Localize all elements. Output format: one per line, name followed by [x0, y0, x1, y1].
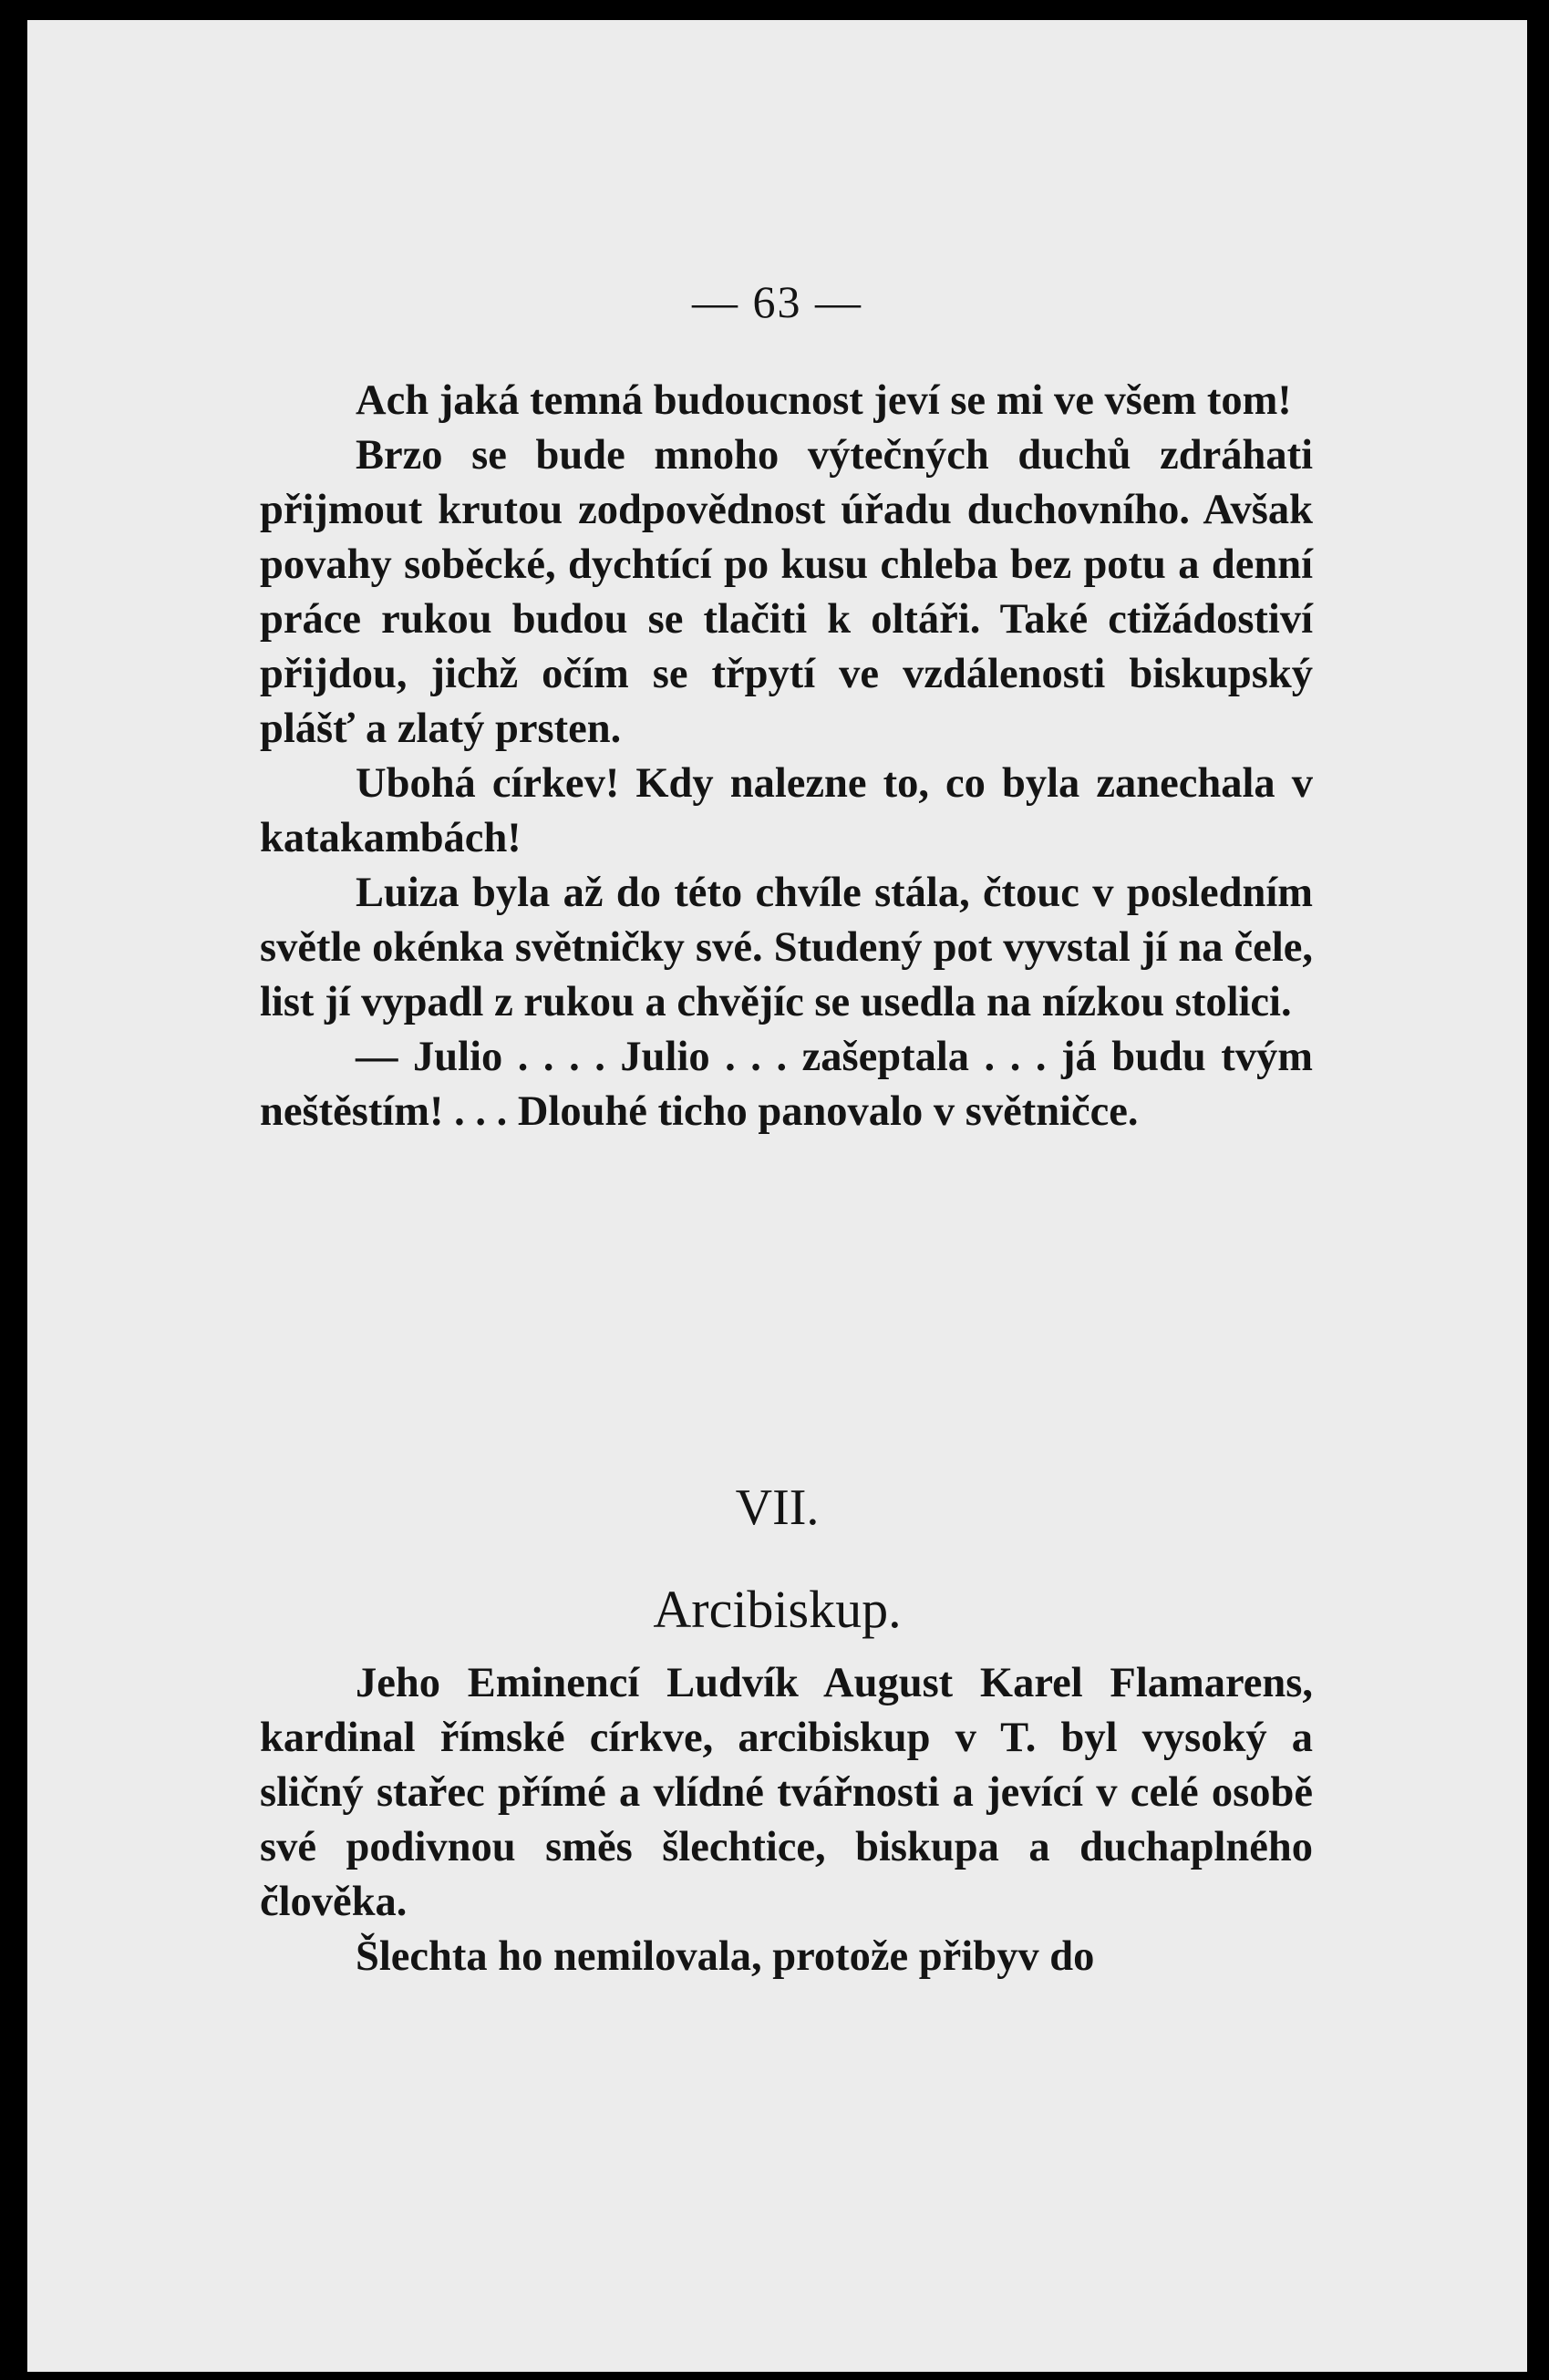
book-page [27, 20, 1527, 2372]
paragraph: Luiza byla až do této chvíle stála, čtouc v posledním světle okénka světničky své. Studený pot vyvstal jí na čele, list jí vypadl z rukou a chvějíc se usedla na nízkou stolici. [260, 870, 1313, 1025]
paragraph: Brzo se bude mnoho výtečných duchů zdráhati přijmout krutou zodpovědnost úřadu duchovního. Avšak povahy soběcké, dychtící po kusu chleba bez potu a denní práce rukou budou se tlačiti k oltáři. Také ctižádostiví přijdou, jichž očím se třpytí ve vzdálenosti biskupský plášť a zlatý prsten. [260, 432, 1313, 752]
paragraph: Ubohá církev! Kdy nalezne to, co byla zanechala v katakambách! [260, 760, 1313, 861]
chapter-title: Arcibiskup. [653, 1580, 902, 1639]
paragraph: Jeho Eminencí Ludvík August Karel Flamarens, kardinal římské církve, arcibiskup v T. byl vysoký a sličný stařec přímé a vlídné tvářnosti a jevící v celé osobě své podivnou směs šlechtice, biskupa a duchaplného člověka. [260, 1660, 1313, 1925]
chapter-number: VII. [735, 1479, 820, 1536]
text-section-2 [260, 1656, 1313, 1984]
paragraph: Ach jaká temná budoucnost jeví se mi ve všem tom! [356, 377, 1292, 424]
paragraph: Šlechta ho nemilovala, protože přibyv do [356, 1933, 1095, 1980]
paragraph: — Julio . . . . Julio . . . zašeptala . . . já budu tvým neštěstím! . . . Dlouhé ticho panovalo v světničce. [260, 1034, 1313, 1135]
page-number: — 63 — [692, 276, 862, 327]
text-section-1 [260, 374, 1313, 1139]
